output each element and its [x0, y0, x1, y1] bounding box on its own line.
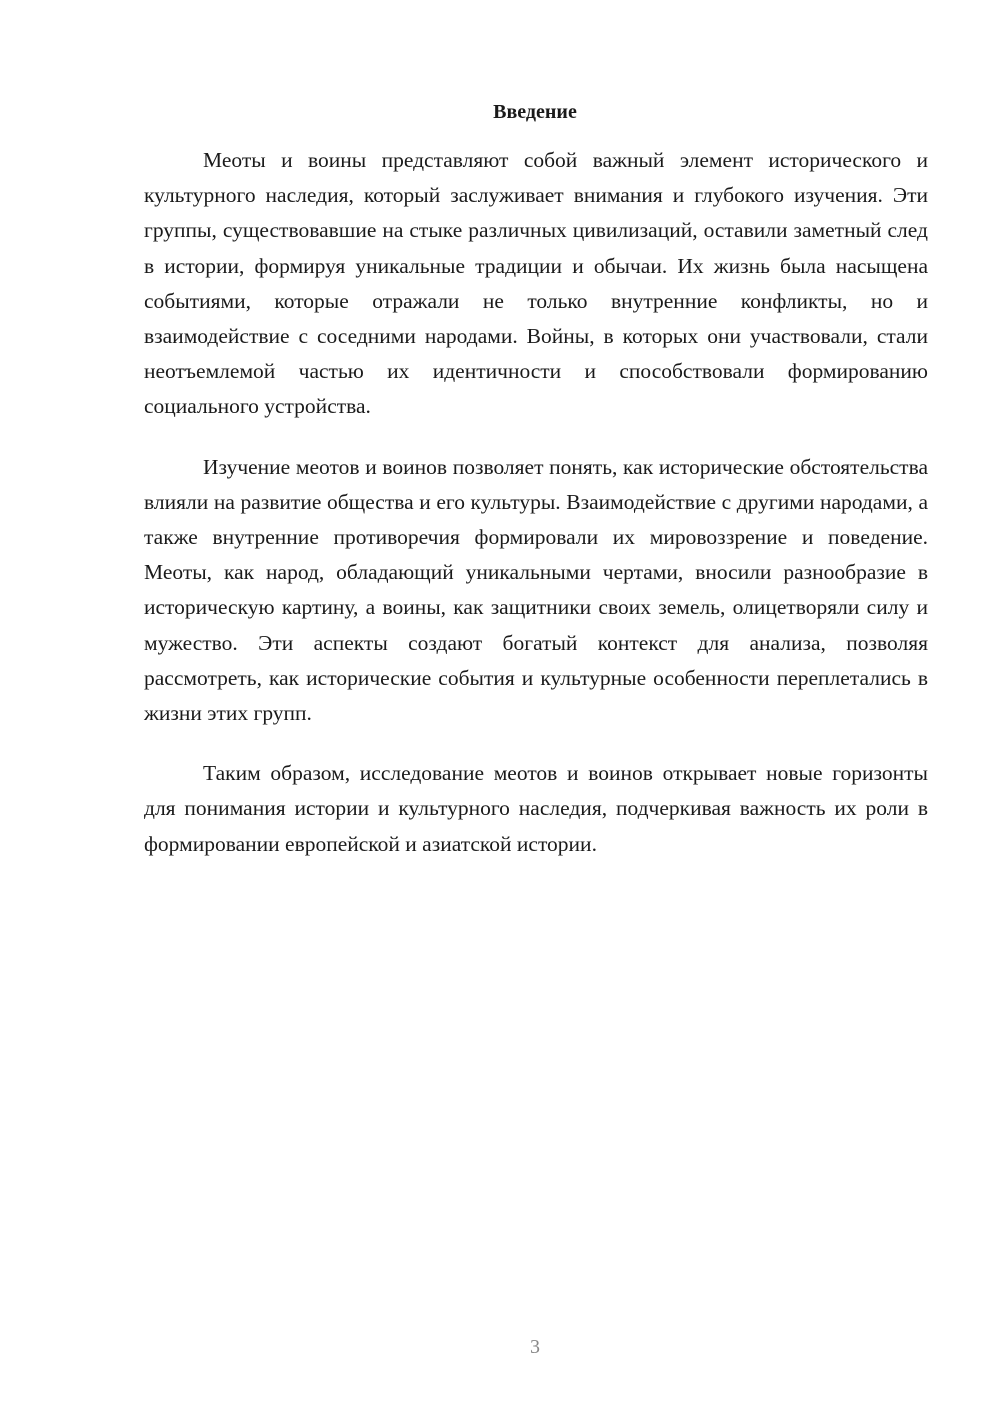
document-body [144, 143, 928, 862]
paragraph-2: Изучение меотов и воинов позволяет понять, как исторические обстоятельства влияли на развитие общества и его культуры. Взаимодействие с другими народами, а также внутренние противоречия формировали их мировоззрение и поведение. Меоты, как народ, обладающий уникальными чертами, вносили разнообразие в историческую картину, а воины, как защитники своих земель, олицетворяли силу и мужество. Эти аспекты создают богатый контекст для анализа, позволяя рассмотреть, как исторические события и культурные особенности переплетались в жизни этих групп. [144, 454, 928, 726]
page-number: 3 [530, 1336, 540, 1358]
paragraph-3: Таким образом, исследование меотов и воинов открывает новые горизонты для понимания истории и культурного наследия, подчеркивая важность их роли в формировании европейской и азиатской истории. [144, 761, 928, 856]
page-title: Введение [493, 101, 577, 123]
paragraph-1: Меоты и воины представляют собой важный элемент исторического и культурного наследия, который заслуживает внимания и глубокого изучения. Эти группы, существовавшие на стыке различных цивилизаций, оставили заметный след в истории, формируя уникальные традиции и обычаи. Их жизнь была насыщена событиями, которые отражали не только внутренние конфликты, но и взаимодействие с соседними народами. Войны, в которых они участвовали, стали неотъемлемой частью их идентичности и способствовали формированию социального устройства. [144, 148, 928, 419]
